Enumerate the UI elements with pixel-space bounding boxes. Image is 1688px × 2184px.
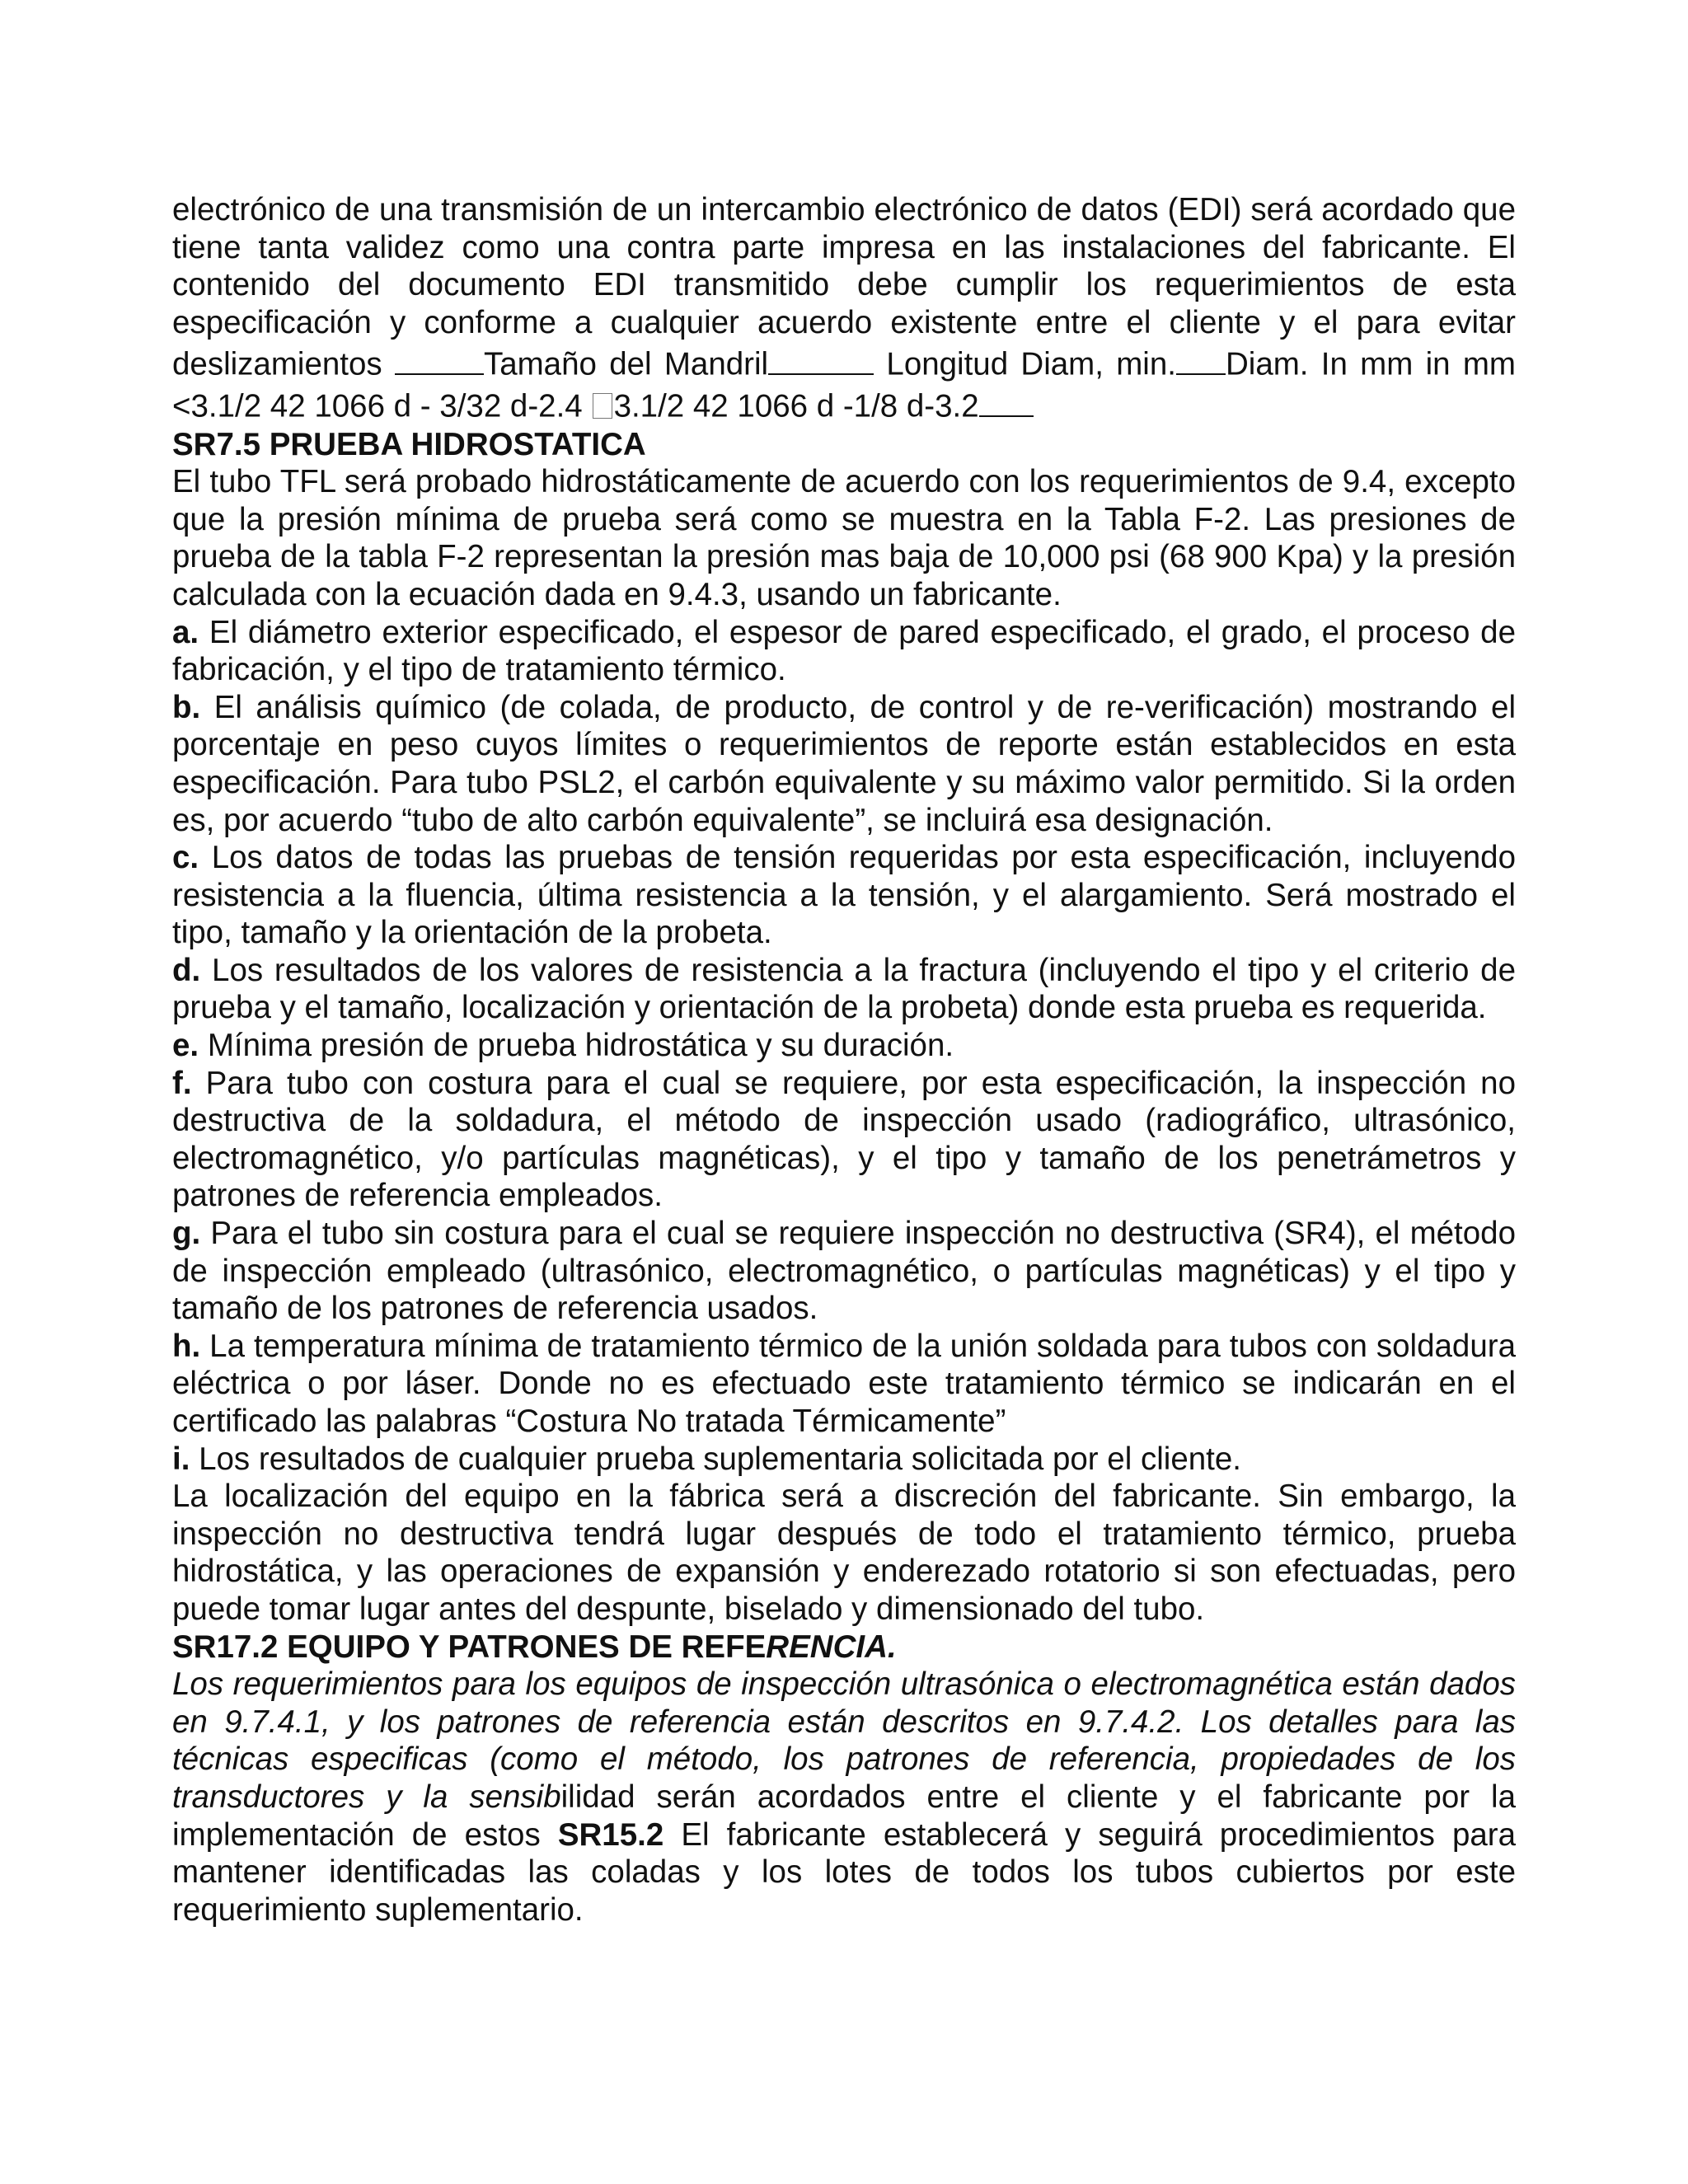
list-item: [172, 614, 1516, 689]
list-marker: c.: [172, 840, 199, 876]
document-page: [172, 191, 1516, 1929]
section-heading-sr172: [172, 1629, 1516, 1666]
heading-bold-italic-part: RENCIA.: [766, 1629, 897, 1665]
list-item: [172, 1441, 1516, 1479]
list-item: [172, 952, 1516, 1027]
diam-text: Diam. In mm in mm <3.1/2 42 1066 d - 3/32 d-2.4: [172, 346, 1516, 424]
list-item-text: Los datos de todas las pruebas de tensión requeridas por esta especificación, incluyendo resistencia a la fluencia, última resistencia a la tensión, y el alargamiento. Será mostrado el tipo, tamaño y la orientación de la probeta.: [172, 840, 1517, 951]
list-marker: f.: [172, 1065, 192, 1101]
location-paragraph: La localización del equipo en la fábrica será a discreción del fabricante. Sin embargo, la inspección no destructiva tendrá lugar después de todo el tratamiento térmico, prueba hidrostática, y las operaciones de expansión y enderezado rotatorio si son efectuadas, pero puede tomar lugar antes del despunte, biselado y dimensionado del tubo.: [172, 1479, 1516, 1627]
sr75-paragraph: El tubo TFL será probado hidrostáticamente de acuerdo con los requerimientos de 9.4, excepto que la presión mínima de prueba será como se muestra en la Tabla F-2. Las presiones de prueba de la tabla F-2 representan la presión mas baja de 10,000 psi (68 900 Kpa) y la presión calculada con la ecuación dada en 9.4.3, usando un fabricante.: [172, 464, 1516, 612]
heading-bold-part: SR17.2 EQUIPO Y PATRONES DE REFE: [172, 1629, 767, 1665]
list-item: [172, 839, 1516, 952]
list-item: [172, 689, 1516, 839]
list-marker: d.: [172, 952, 201, 988]
blank-line: [395, 341, 484, 375]
list-item: [172, 1215, 1516, 1328]
blank-line: [1176, 341, 1226, 375]
list-item-text: Los resultados de los valores de resistencia a la fractura (incluyendo el tipo y el criterio de prueba y el tamaño, localización y orientación de la probeta) donde esta prueba es requerida.: [172, 952, 1516, 1026]
list-item-text: Para tubo con costura para el cual se requiere, por esta especificación, la inspección no destructiva de la soldadura, el método de inspección usado (radiográfico, ultrasónico, electromagnético, y/o partículas magnéticas), y el tipo y tamaño de los penetrámetros y patrones de referencia empleados.: [172, 1065, 1516, 1214]
intro-paragraph: [172, 191, 1516, 426]
italic-text: Los requerimientos para los equipos de inspección ultrasónica o electromagnética están dados en 9.7.4.1, y los patrones de referencia están descritos en 9.7.4.2. Los detalles para las técnicas especificas (como el método, los patrones de referencia, propiedades de los transductores y la sensib: [172, 1666, 1516, 1815]
list-item-text: La temperatura mínima de tratamiento térmico de la unión soldada para tubos con soldadura eléctrica o por láser. Donde no es efectuado este tratamiento térmico se indicarán en el certificado las palabras “Costura No tratada Térmicamente”: [172, 1328, 1516, 1439]
list-item: [172, 1328, 1516, 1441]
list-item-text: Mínima presión de prueba hidrostática y su duración.: [207, 1028, 954, 1064]
blank-line: [979, 383, 1034, 417]
list-marker: b.: [172, 689, 201, 725]
list-marker: i.: [172, 1441, 190, 1477]
longitud-label: Longitud Diam, min.: [886, 346, 1176, 382]
mandril-label: Tamaño del Mandril: [483, 346, 769, 382]
list-marker: a.: [172, 614, 199, 650]
list-marker: g.: [172, 1216, 201, 1252]
list-marker: h.: [172, 1328, 201, 1364]
closing-text: El fabricante establecerá y seguirá procedimientos para mantener identificadas las coladas y los lotes de todos los tubos cubiertos por este requerimiento suplementario.: [172, 1816, 1516, 1928]
list-item-text: El análisis químico (de colada, de producto, de control y de re-verificación) mostrando el porcentaje en peso cuyos límites o requerimientos de reporte están establecidos en esta especificación. Para tubo PSL2, el carbón equivalente y su máximo valor permitido. Si la orden es, por acuerdo “tubo de alto carbón equivalente”, se incluirá esa designación.: [172, 689, 1516, 838]
missing-glyph-icon: [593, 393, 612, 419]
list-item-text: Los resultados de cualquier prueba suplementaria solicitada por el cliente.: [199, 1441, 1241, 1477]
list-marker: e.: [172, 1028, 199, 1064]
blank-line: [768, 341, 874, 375]
list-item-text: Para el tubo sin costura para el cual se requiere inspección no destructiva (SR4), el método de inspección empleado (ultrasónico, electromagnético, o partículas magnéticas) y el tipo y tamaño de los patrones de referencia usados.: [172, 1216, 1516, 1327]
sr172-paragraph: [172, 1666, 1516, 1929]
list-item: [172, 1065, 1516, 1215]
section-heading-sr75: SR7.5 PRUEBA HIDROSTATICA: [172, 426, 646, 462]
list-item-text: El diámetro exterior especificado, el espesor de pared especificado, el grado, el proceso de fabricación, y el tipo de tratamiento térmico.: [172, 614, 1516, 688]
bold-reference: SR15.2: [557, 1816, 664, 1853]
plain-text: ilidad serán acordados entre el cliente y el fabricante por la implementación de estos: [172, 1779, 1516, 1853]
list-item: [172, 1027, 1516, 1065]
requirement-list: [172, 614, 1516, 1479]
intro-tail: 3.1/2 42 1066 d -1/8 d-3.2: [613, 388, 979, 424]
intro-text: electrónico de una transmisión de un intercambio electrónico de datos (EDI) será acordado que tiene tanta validez como una contra parte impresa en las instalaciones del fabricante. El contenido del documento EDI transmitido debe cumplir los requerimientos de esta especificación y conforme a cualquier acuerdo existente entre el cliente y el para evitar deslizamientos: [172, 192, 1516, 382]
